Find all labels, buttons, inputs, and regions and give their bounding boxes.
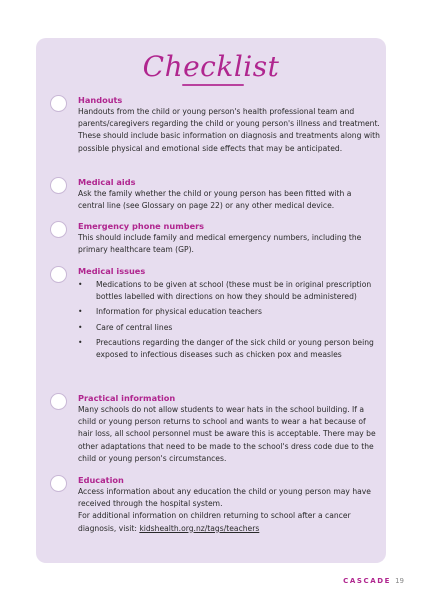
section-body: Ask the family whether the child or young person has been fitted with a central line (see Glossary on page 22) or any other medical device.: [78, 189, 352, 211]
section-heading: Emergency phone numbers: [78, 221, 205, 231]
section-body: This should include family and medical emergency numbers, including the primary healthcare team (GP).: [78, 233, 362, 255]
section-heading: Practical information: [78, 393, 176, 403]
section-body: Handouts from the child or young person's health professional team and parents/caregivers regarding the child or young person's illness and treatment. These should include basic information on diagnosis and treatments along with possible physical and emotional side effects that may be anticipated.: [78, 107, 380, 153]
list-item: • Precautions regarding the danger of the sick child or young person being exposed to infectious diseases such as chicken pox and measles: [78, 337, 380, 361]
checkbox-education[interactable]: [50, 475, 67, 492]
checklist-item-medical-issues: [50, 266, 380, 364]
checkbox-medical-issues[interactable]: [50, 266, 67, 283]
checklist-item-handouts: [50, 95, 380, 155]
checklist-item-emergency-phone-numbers: [50, 221, 380, 256]
section-heading: Handouts: [78, 95, 123, 105]
checkbox-handouts[interactable]: [50, 95, 67, 112]
checkbox-medical-aids[interactable]: [50, 177, 67, 194]
brand-name: CASCADE: [343, 577, 392, 585]
page-title: Checklist: [142, 50, 280, 83]
checkbox-practical-information[interactable]: [50, 393, 67, 410]
section-body-additional: [78, 510, 380, 534]
list-item: • Information for physical education teachers: [78, 306, 380, 318]
additional-info-text: For additional information on children returning to school after a cancer diagnosis, visit:: [78, 511, 351, 533]
checklist-item-practical-information: [50, 393, 380, 465]
page-number: 19: [395, 577, 404, 585]
checkbox-emergency-phone-numbers[interactable]: [50, 221, 67, 238]
list-item: • Care of central lines: [78, 322, 380, 334]
medical-issues-list: [78, 279, 380, 361]
section-body: Many schools do not allow students to wear hats in the school building. If a child or young person returns to school and wants to wear a hat because of hair loss, all school personnel must be aware this is acceptable. There may be other adaptations that need to be made to the school's dress code due to the child or young person's circumstances.: [78, 405, 376, 463]
page-footer: [343, 577, 404, 585]
checklist-card: [36, 38, 386, 563]
kidshealth-link[interactable]: kidshealth.org.nz/tags/teachers: [139, 523, 260, 533]
checklist-item-education: [50, 475, 380, 535]
section-body: Access information about any education the child or young person may have received through the hospital system.: [78, 487, 371, 509]
title-underline: [182, 84, 244, 86]
section-heading: Education: [78, 475, 124, 485]
section-heading: Medical issues: [78, 266, 146, 276]
list-item: • Medications to be given at school (these must be in original prescription bottles labelled with directions on how they should be administered): [78, 279, 380, 303]
section-heading: Medical aids: [78, 177, 136, 187]
checklist-item-medical-aids: [50, 177, 380, 212]
